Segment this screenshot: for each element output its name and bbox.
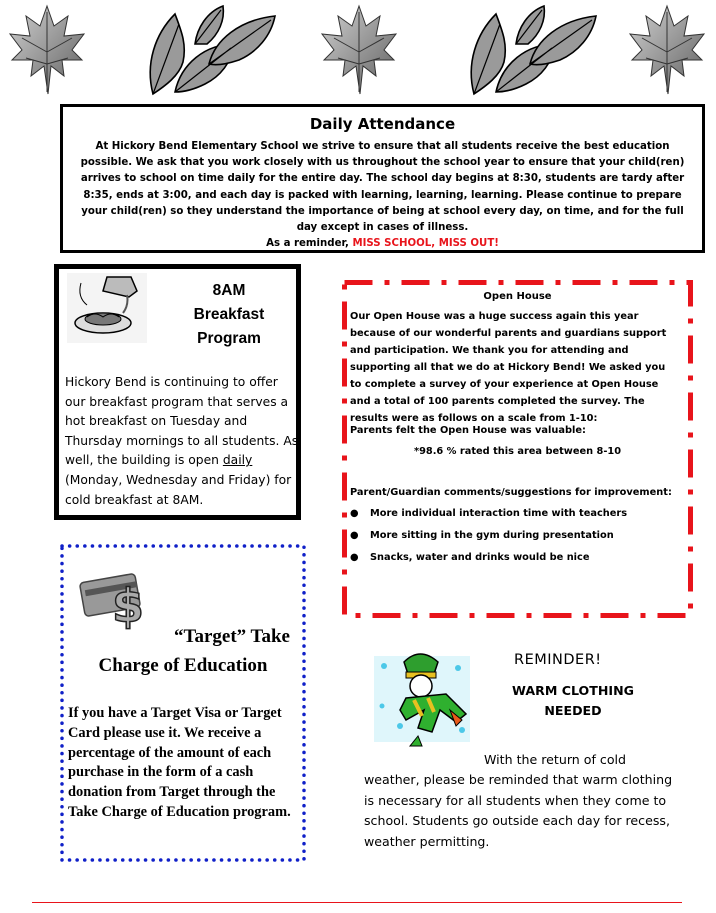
maple-leaf-icon [626, 2, 708, 98]
target-title [60, 622, 306, 680]
breakfast-title-line2: Breakfast [193, 306, 265, 323]
target-title-line1: “Target” Take [174, 626, 290, 647]
breakfast-box [54, 264, 301, 520]
list-item: ● More sitting in the gym during presentation [350, 530, 614, 541]
list-item: ● More individual interaction time with teachers [350, 508, 628, 519]
breakfast-body-part1: Hickory Bend is continuing to offer our breakfast program that serves a hot breakfast on Tuesday and Thursday mornings to all students. As well, the building is open [65, 375, 299, 468]
open-house-comments-heading: Parent/Guardian comments/suggestions for improvement: [350, 487, 672, 498]
breakfast-title [159, 279, 299, 351]
target-title-line2: Charge of Education [98, 655, 268, 676]
breakfast-title-line1: 8AM [212, 282, 246, 299]
attendance-reminder-prefix: As a reminder, [266, 238, 349, 250]
open-house-rated-line: *98.6 % rated this area between 8-10 [413, 446, 622, 457]
list-item: ● Snacks, water and drinks would be nice [350, 552, 590, 563]
breakfast-body-part2: (Monday, Wednesday and Friday) for cold breakfast at 8AM. [65, 472, 292, 507]
reminder-title: REMINDER! [514, 652, 602, 668]
breakfast-body [65, 373, 301, 510]
bullet-text: More sitting in the gym during presentation [370, 530, 614, 541]
oak-leaves-icon [135, 4, 285, 98]
maple-leaf-icon [6, 2, 88, 98]
breakfast-clipart-icon [67, 273, 147, 343]
attendance-body [71, 139, 694, 252]
reminder-body-text: With the return of cold weather, please be reminded that warm clothing is necessary for all students when they come to school. Students go outside each day for recess, weather permitting. [364, 752, 673, 849]
open-house-box [342, 280, 693, 618]
attendance-title: Daily Attendance [309, 115, 456, 133]
breakfast-body-underlined: daily [222, 453, 253, 468]
winter-kid-clipart-icon [370, 646, 486, 750]
reminder-subtitle-line2: NEEDED [544, 703, 602, 718]
open-house-body: Our Open House was a huge success again this year because of our wonderful parents and guardians support and participation. We thank you for attending and supporting all that we do at Hickory Bend! We asked you to complete a survey of your experience at Open House and a total of 100 parents completed the survey. The results were as follows on a scale from 1-10: [350, 311, 667, 424]
attendance-reminder-highlight: MISS SCHOOL, MISS OUT! [352, 238, 499, 250]
target-body: If you have a Target Visa or Target Card please use it. We receive a percentage of the amount of each purchase in the form of a cash donation from Target through the Take Charge of Education program. [68, 705, 291, 820]
reminder-subtitle [500, 681, 646, 721]
open-house-valuable-line: Parents felt the Open House was valuable: [350, 425, 586, 436]
svg-text:$: $ [112, 579, 145, 630]
oak-leaves-icon [456, 4, 606, 98]
attendance-box [60, 104, 705, 253]
reminder-subtitle-line1: WARM CLOTHING [512, 683, 634, 698]
bullet-text: Snacks, water and drinks would be nice [370, 552, 590, 563]
footer-divider [32, 902, 682, 903]
target-box [60, 544, 306, 862]
credit-card-dollar-icon [78, 564, 150, 630]
attendance-text: At Hickory Bend Elementary School we strive to ensure that all students receive the best education possible. We ask that you work closely with us throughout the school year to ensure that your child(ren) arrives to school on time daily for the entire day. The school day begins at 8:30, students are tardy after 8:35, ends at 3:00, and each day is packed with learning, learning, learning. Please continue to prepare your child(ren) so they understand the importance of being at school every day, on time, and for the full day except in cases of illness. [80, 141, 685, 234]
bullet-text: More individual interaction time with teachers [370, 508, 628, 519]
reminder-body [364, 750, 684, 852]
maple-leaf-icon [318, 2, 400, 98]
open-house-title: Open House [483, 291, 552, 302]
breakfast-title-line3: Program [197, 330, 261, 347]
